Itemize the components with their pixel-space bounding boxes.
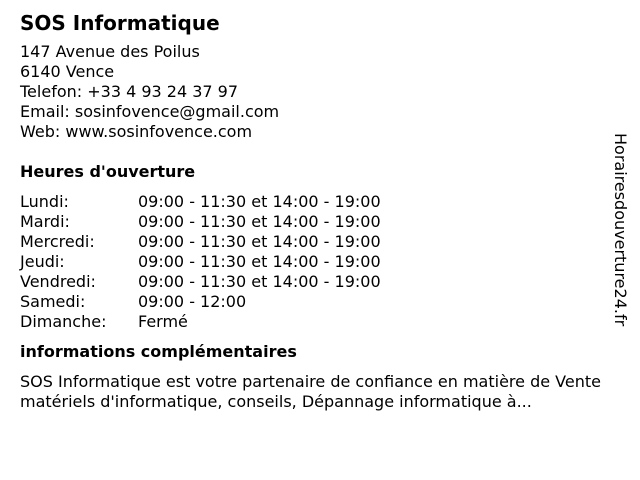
hours-time: 09:00 - 11:30 et 14:00 - 19:00 (138, 272, 381, 291)
hours-row-jeudi (20, 252, 620, 272)
hours-time: 09:00 - 11:30 et 14:00 - 19:00 (138, 192, 381, 211)
watermark-text: Horairesdouverture24.fr (611, 133, 630, 327)
hours-day: Dimanche: (20, 312, 107, 331)
hours-row-samedi (20, 292, 620, 312)
business-card (20, 10, 620, 412)
additional-info-heading: informations complémentaires (20, 342, 297, 361)
hours-time: 09:00 - 12:00 (138, 292, 247, 311)
hours-row-mercredi (20, 232, 620, 252)
hours-day: Samedi: (20, 292, 86, 311)
address-block (20, 42, 620, 142)
address-street: 147 Avenue des Poilus (20, 42, 200, 61)
hours-row-vendredi (20, 272, 620, 292)
hours-row-lundi (20, 192, 620, 212)
hours-row-dimanche (20, 312, 620, 332)
email-line: Email: sosinfovence@gmail.com (20, 102, 280, 121)
business-name: SOS Informatique (20, 11, 220, 35)
hours-time: 09:00 - 11:30 et 14:00 - 19:00 (138, 212, 381, 231)
phone-line: Telefon: +33 4 93 24 37 97 (20, 82, 239, 101)
opening-hours-heading: Heures d'ouverture (20, 162, 196, 181)
opening-hours-table (20, 192, 620, 332)
hours-day: Mardi: (20, 212, 70, 231)
additional-info-text: SOS Informatique est votre partenaire de confiance en matière de Vente matériels d'informatique, conseils, Dépannage informatique à... (20, 372, 601, 411)
hours-day: Mercredi: (20, 232, 95, 251)
hours-day: Lundi: (20, 192, 69, 211)
hours-row-mardi (20, 212, 620, 232)
web-line: Web: www.sosinfovence.com (20, 122, 253, 141)
hours-time: Fermé (138, 312, 188, 331)
hours-time: 09:00 - 11:30 et 14:00 - 19:00 (138, 252, 381, 271)
address-city: 6140 Vence (20, 62, 115, 81)
hours-time: 09:00 - 11:30 et 14:00 - 19:00 (138, 232, 381, 251)
hours-day: Jeudi: (20, 252, 65, 271)
hours-day: Vendredi: (20, 272, 96, 291)
